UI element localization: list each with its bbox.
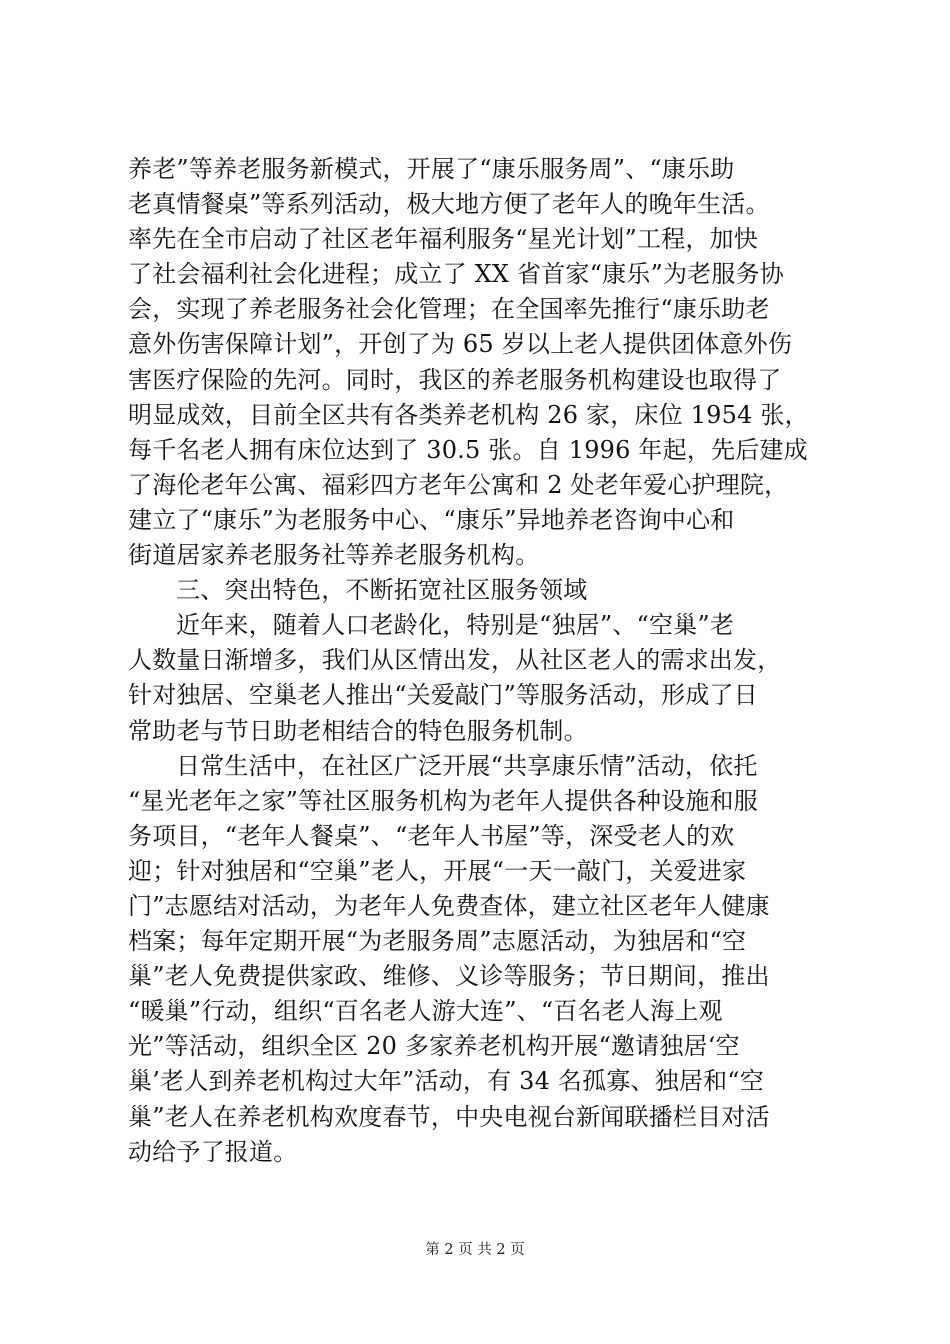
text-line: 每千名老人拥有床位达到了 30.5 张。自 1996 年起，先后建成 xyxy=(128,435,808,464)
text-line: 巢’老人到养老机构过大年”活动，有 34 名孤寡、独居和“空 xyxy=(128,1067,764,1096)
text-line: 人数量日渐增多，我们从区情出发，从社区老人的需求出发， xyxy=(128,646,782,675)
text-line: “暖巢”行动，组织“百名老人游大连”、“百名老人海上观 xyxy=(128,997,723,1026)
text-line: 三、突出特色，不断拓宽社区服务领域 xyxy=(176,576,588,605)
text-line: 迎；针对独居和“空巢”老人，开展“一天一敲门，关爱进家 xyxy=(128,856,747,885)
text-line: 近年来，随着人口老龄化，特别是“独居”、“空巢”老 xyxy=(176,611,735,640)
text-line: 日常生活中，在社区广泛开展“共享康乐情”活动，依托 xyxy=(176,751,758,780)
text-line: 档案；每年定期开展“为老服务周”志愿活动，为独居和“空 xyxy=(128,927,747,956)
text-line: 街道居家养老服务社等养老服务机构。 xyxy=(128,541,540,570)
text-line: 动给予了报道。 xyxy=(128,1137,298,1166)
text-line: 门”志愿结对活动，为老年人免费查体，建立社区老年人健康 xyxy=(128,891,770,920)
text-line: 意外伤害保障计划”，开创了为 65 岁以上老人提供团体意外伤 xyxy=(128,330,793,359)
text-line: 会，实现了养老服务社会化管理；在全国率先推行“康乐助老 xyxy=(128,295,770,324)
text-line: 光”等活动，组织全区 20 多家养老机构开展“邀请独居‘空 xyxy=(128,1032,740,1061)
text-line: 害医疗保险的先河。同时，我区的养老服务机构建设也取得了 xyxy=(128,365,782,394)
document-body xyxy=(128,152,828,1170)
text-line: 明显成效，目前全区共有各类养老机构 26 家，床位 1954 张， xyxy=(128,400,809,429)
text-line: 务项目，“老年人餐桌”、“老年人书屋”等，深受老人的欢 xyxy=(128,821,735,850)
text-line: 针对独居、空巢老人推出“关爱敲门”等服务活动，形成了日 xyxy=(128,681,758,710)
text-line: “星光老年之家”等社区服务机构为老年人提供各种设施和服 xyxy=(128,786,758,815)
text-line: 老真情餐桌”等系列活动，极大地方便了老年人的晚年生活。 xyxy=(128,190,770,219)
page-footer: 第 2 页 共 2 页 xyxy=(425,1242,525,1258)
text-line: 了社会福利社会化进程；成立了 XX 省首家“康乐”为老服务协 xyxy=(128,260,784,289)
text-line: 率先在全市启动了社区老年福利服务“星光计划”工程，加快 xyxy=(128,225,758,254)
text-line: 建立了“康乐”为老服务中心、“康乐”异地养老咨询中心和 xyxy=(128,505,735,534)
text-line: 巢”老人在养老机构欢度春节，中央电视台新闻联播栏目对活 xyxy=(128,1102,770,1131)
text-line: 巢”老人免费提供家政、维修、义诊等服务；节日期间，推出 xyxy=(128,962,770,991)
text-line: 养老”等养老服务新模式，开展了“康乐服务周”、“康乐助 xyxy=(128,155,735,183)
text-line: 了海伦老年公寓、福彩四方老年公寓和 2 处老年爱心护理院， xyxy=(128,470,789,499)
text-line: 常助老与节日助老相结合的特色服务机制。 xyxy=(128,716,588,745)
